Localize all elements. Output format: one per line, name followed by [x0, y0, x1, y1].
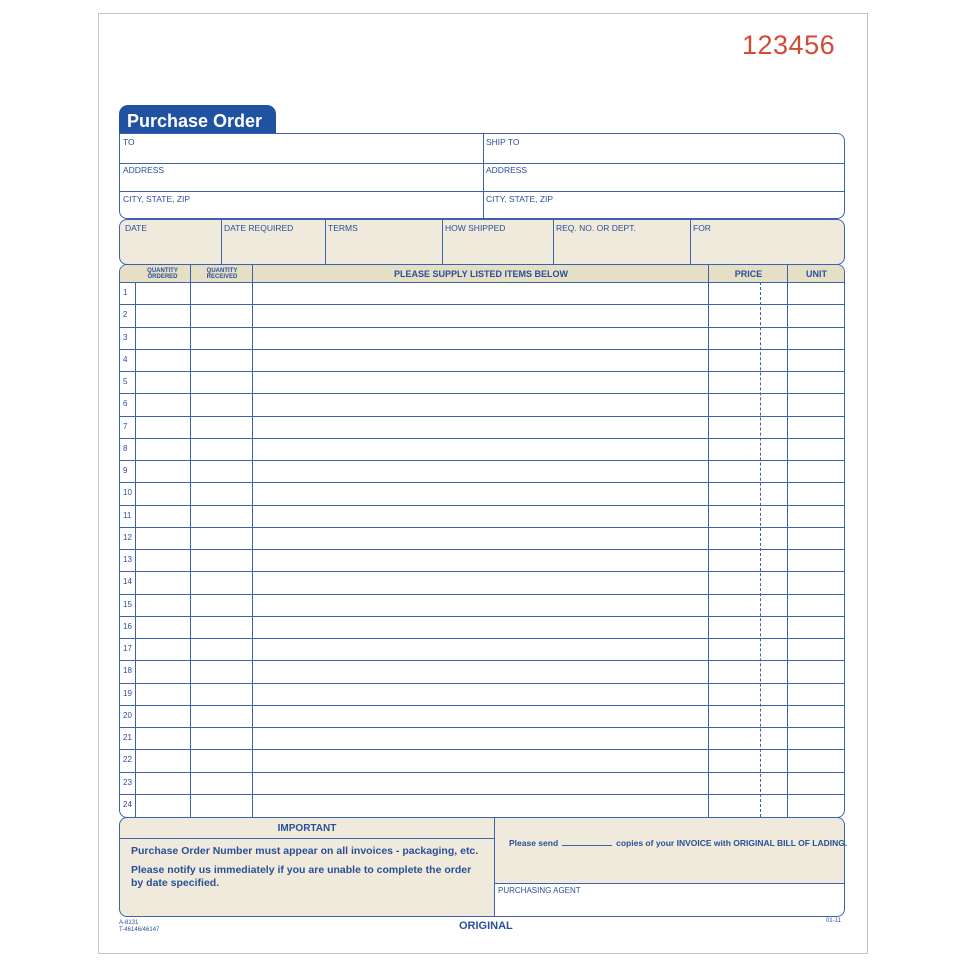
terms-divider	[221, 220, 222, 264]
row-divider	[120, 571, 844, 572]
row-number: 6	[123, 399, 128, 409]
terms-divider	[553, 220, 554, 264]
row-divider	[120, 304, 844, 305]
row-number: 12	[123, 532, 132, 542]
row-divider	[120, 772, 844, 773]
city-state-zip-label: CITY, STATE, ZIP	[123, 194, 191, 204]
form-title: Purchase Order	[119, 105, 276, 134]
row-number: 8	[123, 443, 128, 453]
terms-divider	[690, 220, 691, 264]
row-number: 22	[123, 755, 132, 765]
row-number: 20	[123, 710, 132, 720]
address-divider	[483, 134, 484, 218]
row-divider	[120, 638, 844, 639]
row-divider	[120, 594, 844, 595]
row-divider	[120, 460, 844, 461]
row-divider	[120, 393, 844, 394]
row-number: 13	[123, 555, 132, 565]
terms-divider	[325, 220, 326, 264]
date-label: DATE	[125, 223, 148, 233]
copy-label: ORIGINAL	[459, 920, 513, 932]
address-row-divider	[120, 191, 844, 192]
please-send-pre: Please send	[509, 838, 559, 848]
row-divider	[120, 660, 844, 661]
qty-ordered-header: QUANTITY ORDERED	[147, 267, 178, 280]
row-number: 5	[123, 377, 128, 387]
row-divider	[120, 705, 844, 706]
form-code-left	[119, 920, 159, 934]
row-number: 4	[123, 354, 128, 364]
purchasing-agent-label: PURCHASING AGENT	[498, 886, 581, 895]
row-divider	[120, 727, 844, 728]
row-divider	[120, 527, 844, 528]
row-number: 7	[123, 421, 128, 431]
row-number: 3	[123, 332, 128, 342]
terms-label: TERMS	[328, 223, 358, 233]
row-divider	[120, 749, 844, 750]
important-notice	[119, 817, 495, 917]
row-divider	[120, 371, 844, 372]
address-section	[119, 133, 845, 219]
for-label: FOR	[693, 223, 711, 233]
address-label: ADDRESS	[123, 165, 165, 175]
row-number: 19	[123, 688, 132, 698]
row-divider	[120, 794, 844, 795]
ship-address-label: ADDRESS	[486, 165, 528, 175]
row-number: 11	[123, 510, 132, 520]
date-required-label: DATE REQUIRED	[224, 223, 294, 233]
row-divider	[120, 349, 844, 350]
row-divider	[120, 482, 844, 483]
row-number: 14	[123, 577, 132, 587]
items-table	[119, 264, 845, 818]
row-number: 23	[123, 777, 132, 787]
row-divider	[120, 549, 844, 550]
row-number: 16	[123, 621, 132, 631]
to-label: TO	[123, 137, 135, 147]
copies-blank[interactable]	[562, 845, 612, 846]
important-line-1: Purchase Order Number must appear on all invoices - packaging, etc.	[131, 845, 479, 857]
ship-to-label: SHIP TO	[486, 137, 520, 147]
form-number: 123456	[742, 30, 836, 60]
row-divider	[120, 616, 844, 617]
invoice-instructions-area	[495, 818, 844, 883]
how-shipped-label: HOW SHIPPED	[445, 223, 506, 233]
form-code-2: T-46146/46147	[119, 927, 160, 933]
row-number: 2	[123, 310, 128, 320]
row-number: 17	[123, 644, 132, 654]
address-row-divider	[120, 163, 844, 164]
footer-divider	[495, 883, 844, 884]
ship-city-state-zip-label: CITY, STATE, ZIP	[486, 194, 554, 204]
please-send-post: copies of your INVOICE with ORIGINAL BILL OF LADING.	[616, 838, 848, 848]
row-number: 9	[123, 466, 128, 476]
unit-header: UNIT	[806, 268, 827, 279]
row-number: 15	[123, 599, 132, 609]
row-divider	[120, 505, 844, 506]
items-table-header	[120, 265, 844, 283]
order-terms-section	[119, 219, 845, 265]
row-divider	[120, 416, 844, 417]
important-line-2: Please notify us immediately if you are unable to complete the order by date specified.	[131, 864, 472, 889]
row-divider	[120, 683, 844, 684]
please-send-text	[509, 838, 847, 848]
form-code-right: 01-11	[826, 918, 841, 924]
row-number: 1	[123, 288, 128, 298]
row-divider	[120, 438, 844, 439]
form-code-1: A-8131	[119, 920, 139, 926]
price-header: PRICE	[734, 268, 763, 279]
row-divider	[120, 327, 844, 328]
important-title: IMPORTANT	[120, 818, 494, 839]
req-no-dept-label: REQ. NO. OR DEPT.	[556, 223, 636, 233]
row-number: 24	[123, 799, 132, 809]
description-header: PLEASE SUPPLY LISTED ITEMS BELOW	[393, 268, 569, 279]
invoice-instructions	[494, 817, 848, 917]
row-number: 21	[123, 733, 132, 743]
row-number: 18	[123, 666, 132, 676]
row-number: 10	[123, 488, 132, 498]
qty-received-header: QUANTITY RECEIVED	[206, 267, 238, 280]
terms-divider	[442, 220, 443, 264]
